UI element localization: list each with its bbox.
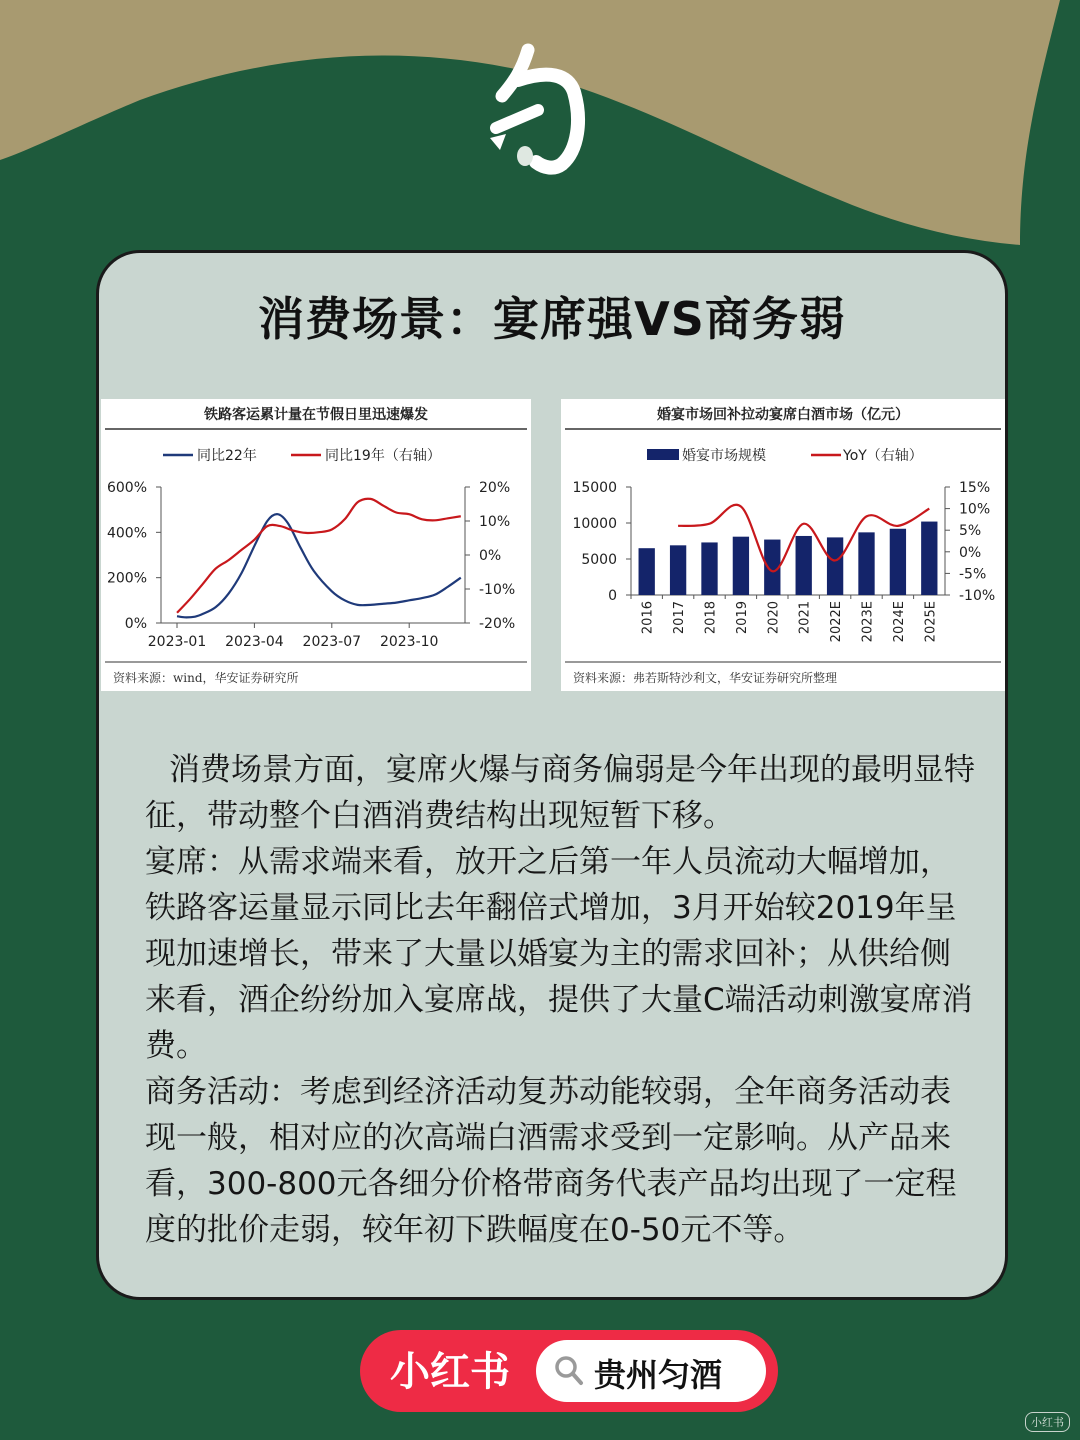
y-tick-label-right: -10%: [959, 588, 996, 604]
x-tick-label: 2020: [766, 601, 782, 635]
x-tick-label: 2017: [672, 601, 688, 635]
body-text: [145, 747, 975, 1253]
x-tick-label: 2018: [703, 601, 719, 635]
chart-title: 铁路客运累计量在节假日里迅速爆发: [204, 407, 428, 423]
watermark: 小红书: [1025, 1412, 1070, 1432]
chart-railway-passengers: [101, 399, 531, 691]
x-tick-label: 2025E: [923, 601, 939, 643]
y-tick-label-right: 15%: [959, 480, 991, 496]
x-tick-label: 2022E: [829, 601, 845, 643]
x-tick-label: 2023E: [860, 601, 876, 643]
x-tick-label: 2023-04: [225, 634, 284, 650]
y-tick-label-left: 0%: [124, 616, 147, 632]
y-tick-label-right: -10%: [479, 582, 516, 598]
x-tick-label: 2024E: [891, 601, 907, 643]
y-tick-label-right: 0%: [479, 548, 502, 564]
y-tick-label-left: 15000: [572, 480, 617, 496]
content-card: [96, 250, 1008, 1300]
x-tick-label: 2023-10: [379, 634, 439, 650]
x-tick-label: 2016: [640, 601, 656, 635]
x-tick-label: 2021: [797, 601, 813, 635]
series-line-1: [177, 499, 461, 613]
search-icon: [554, 1355, 584, 1387]
chart-source: 资料来源：弗若斯特沙利文，华安证券研究所整理: [573, 671, 838, 685]
bar-2025E: [921, 522, 937, 595]
y-tick-label-left: 400%: [106, 525, 147, 542]
bar-2017: [670, 545, 686, 595]
paragraph-business: 商务活动：考虑到经济活动复苏动能较弱，全年商务活动表现一般，相对应的次高端白酒需求受到一定影响。从产品来看，300-800元各细分价格带商务代表产品均出现了一定程度的批价走弱，较年初下跌幅度在0-50元不等。: [145, 1074, 957, 1248]
bar-2019: [733, 537, 749, 595]
bar-2021: [796, 536, 812, 595]
search-box[interactable]: [536, 1340, 766, 1402]
y-tick-label-right: -20%: [479, 616, 516, 632]
y-tick-label-left: 10000: [572, 516, 617, 532]
y-tick-label-right: -5%: [959, 566, 987, 583]
y-tick-label-right: 20%: [479, 480, 511, 496]
bar-2022E: [827, 537, 843, 595]
x-tick-label: 2023-01: [147, 634, 207, 650]
y-tick-label-right: 0%: [959, 544, 982, 561]
y-tick-label-left: 200%: [106, 570, 147, 587]
legend-label: 同比19年（右轴）: [325, 448, 441, 464]
legend-swatch-bar: [647, 449, 679, 460]
page-title: 消费场景：宴席强VS商务弱: [258, 292, 846, 346]
legend-label: 婚宴市场规模: [682, 448, 766, 464]
chart-source: 资料来源：wind，华安证券研究所: [113, 671, 299, 685]
xiaohongshu-brand: 小红书: [390, 1349, 510, 1395]
bar-2024E: [890, 529, 906, 595]
bar-2023E: [858, 532, 874, 595]
y-tick-label-left: 600%: [106, 480, 147, 496]
xiaohongshu-search-pill[interactable]: [360, 1330, 778, 1412]
x-tick-label: 2023-07: [302, 634, 362, 650]
y-tick-label-left: 5000: [581, 552, 617, 568]
charts-row: [99, 399, 1005, 691]
paragraph-intro: 消费场景方面，宴席火爆与商务偏弱是今年出现的最明显特征，带动整个白酒消费结构出现短暂下移。: [145, 752, 975, 834]
bar-2016: [639, 548, 655, 595]
y-tick-label-right: 5%: [959, 523, 982, 540]
x-tick-label: 2019: [734, 601, 750, 635]
search-query: 贵州匀酒: [594, 1356, 723, 1394]
y-tick-label-right: 10%: [959, 501, 991, 518]
bar-2018: [701, 542, 717, 595]
y-tick-label-left: 0: [608, 588, 617, 604]
paragraph-banquet: 宴席：从需求端来看，放开之后第一年人员流动大幅增加，铁路客运量显示同比去年翻倍式增加，3月开始较2019年呈现加速增长，带来了大量以婚宴为主的需求回补；从供给侧来看，酒企纷纷加入宴席战，提供了大量C端活动刺激宴席消费。: [145, 844, 973, 1064]
chart-title: 婚宴市场回补拉动宴席白酒市场（亿元）: [657, 407, 909, 423]
chart-wedding-market: [561, 399, 1005, 691]
y-tick-label-right: 10%: [479, 514, 511, 530]
legend-label: YoY（右轴）: [843, 448, 923, 464]
legend-label: 同比22年: [197, 448, 257, 464]
brand-logo-icon: [470, 40, 610, 180]
